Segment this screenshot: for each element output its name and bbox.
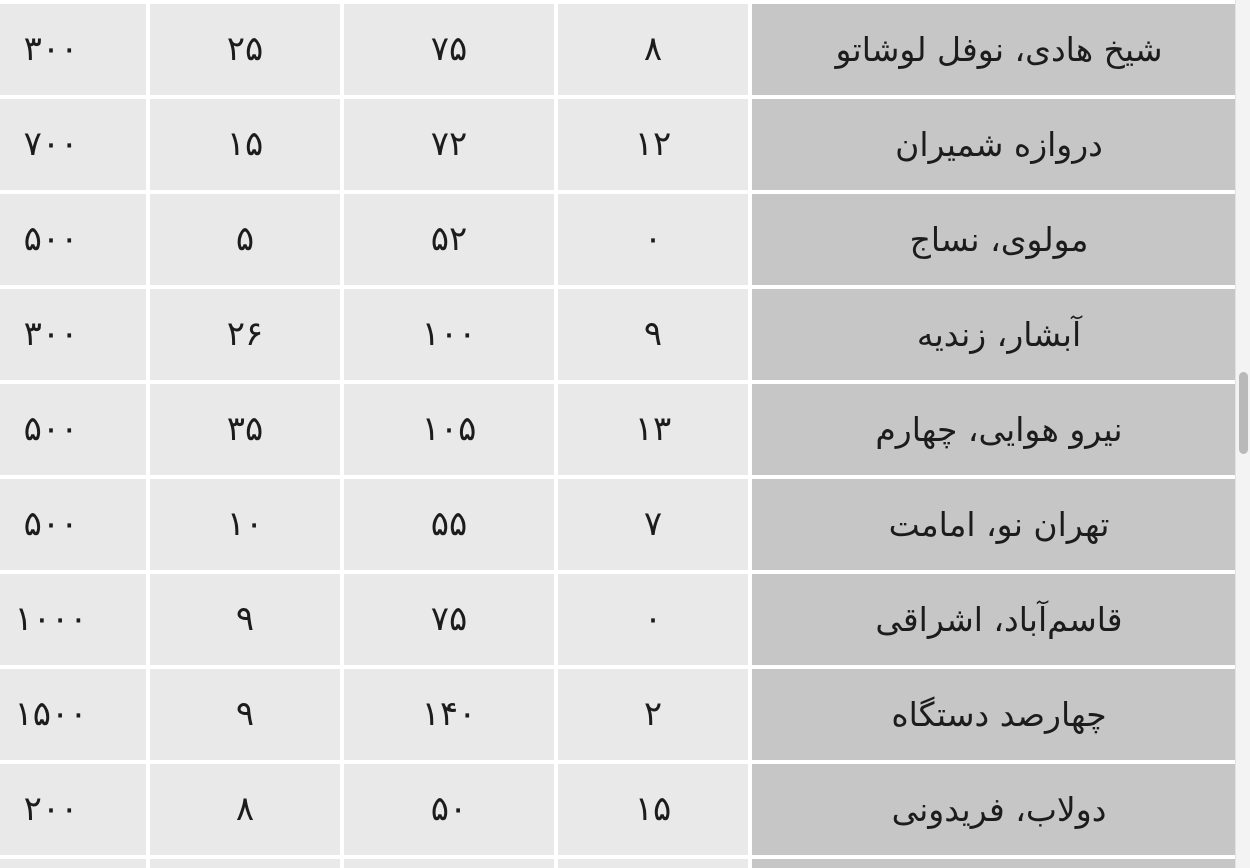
value-cell-4: ۳۰۰ [0, 289, 146, 380]
value-cell-2: ۵۲ [344, 194, 554, 285]
table-row[interactable] [0, 859, 1246, 868]
value-cell-1: ۸ [558, 4, 748, 95]
value-cell-2: ۷۵ [344, 574, 554, 665]
value-cell-1: ۰ [558, 194, 748, 285]
value-cell-2: ۷۵ [344, 4, 554, 95]
value-cell-2: ۱۰۵ [344, 384, 554, 475]
value-cell-1: ۷ [558, 479, 748, 570]
value-cell-1: ۱۲ [558, 99, 748, 190]
value-cell-4: ۵۰۰ [0, 384, 146, 475]
value-cell-3: ۱۰ [150, 479, 340, 570]
table-row[interactable] [0, 194, 1246, 285]
vertical-scrollbar[interactable] [1235, 0, 1250, 868]
value-cell-1 [558, 859, 748, 868]
region-name-cell: شیخ هادی، نوفل لوشاتو [752, 4, 1246, 95]
region-name-cell: مولوی، نساج [752, 194, 1246, 285]
value-cell-2: ۵۵ [344, 479, 554, 570]
value-cell-1: ۰ [558, 574, 748, 665]
value-cell-4: ۵۰۰ [0, 194, 146, 285]
table-body [0, 4, 1246, 868]
value-cell-3: ۹ [150, 574, 340, 665]
value-cell-3: ۸ [150, 764, 340, 855]
value-cell-1: ۱۳ [558, 384, 748, 475]
value-cell-3 [150, 859, 340, 868]
value-cell-4: ۱۵۰۰ [0, 669, 146, 760]
region-name-cell: دروازه شمیران [752, 99, 1246, 190]
value-cell-2: ۵۰ [344, 764, 554, 855]
region-name-cell: تهران نو، امامت [752, 479, 1246, 570]
table-row[interactable] [0, 669, 1246, 760]
value-cell-2 [344, 859, 554, 868]
table-row[interactable] [0, 4, 1246, 95]
region-name-cell: آبشار، زندیه [752, 289, 1246, 380]
value-cell-3: ۵ [150, 194, 340, 285]
scrollbar-thumb[interactable] [1239, 372, 1248, 454]
table-row[interactable] [0, 479, 1246, 570]
value-cell-2: ۷۲ [344, 99, 554, 190]
region-name-cell: چهارصد دستگاه [752, 669, 1246, 760]
value-cell-2: ۱۴۰ [344, 669, 554, 760]
value-cell-1: ۹ [558, 289, 748, 380]
region-name-cell [752, 859, 1246, 868]
value-cell-4: ۳۰۰ [0, 4, 146, 95]
value-cell-2: ۱۰۰ [344, 289, 554, 380]
value-cell-1: ۲ [558, 669, 748, 760]
table-row[interactable] [0, 289, 1246, 380]
region-name-cell: قاسم‌آباد، اشراقی [752, 574, 1246, 665]
value-cell-3: ۲۵ [150, 4, 340, 95]
region-name-cell: نیرو هوایی، چهارم [752, 384, 1246, 475]
value-cell-4: ۷۰۰ [0, 99, 146, 190]
value-cell-3: ۹ [150, 669, 340, 760]
table-row[interactable] [0, 764, 1246, 855]
value-cell-3: ۱۵ [150, 99, 340, 190]
value-cell-1: ۱۵ [558, 764, 748, 855]
value-cell-4: ۱۰۰۰ [0, 574, 146, 665]
region-name-cell: دولاب، فریدونی [752, 764, 1246, 855]
value-cell-3: ۲۶ [150, 289, 340, 380]
table-row[interactable] [0, 384, 1246, 475]
table-row[interactable] [0, 99, 1246, 190]
value-cell-4: ۵۰۰ [0, 479, 146, 570]
value-cell-4 [0, 859, 146, 868]
table-row[interactable] [0, 574, 1246, 665]
value-cell-3: ۳۵ [150, 384, 340, 475]
value-cell-4: ۲۰۰ [0, 764, 146, 855]
